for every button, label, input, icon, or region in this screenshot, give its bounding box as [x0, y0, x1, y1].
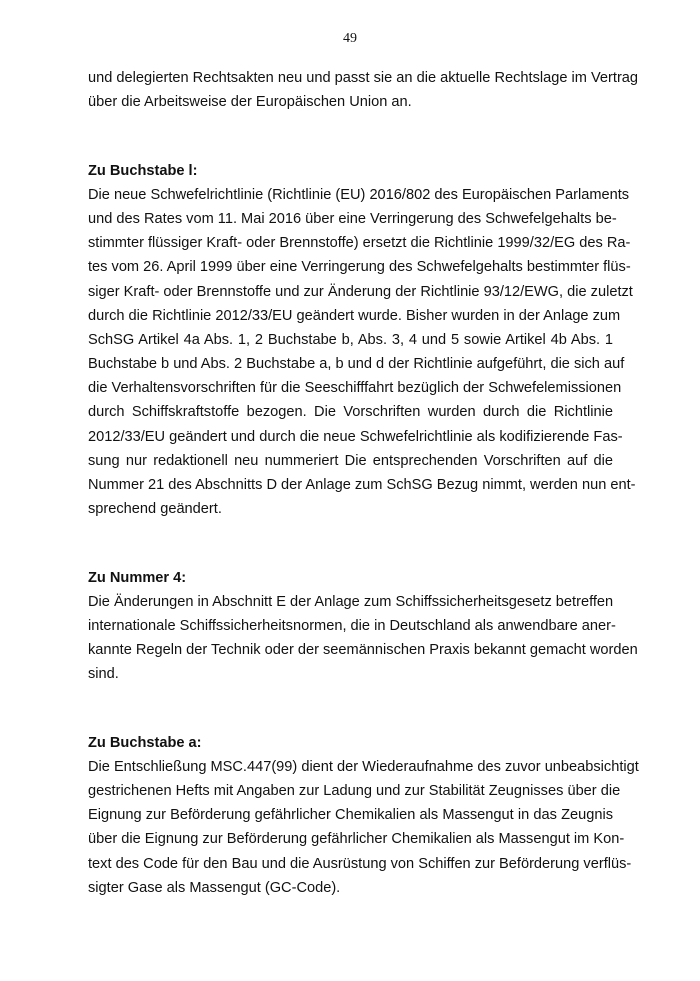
document-body — [88, 66, 639, 900]
section-buchstabe-a — [88, 731, 639, 900]
section-nummer-4 — [88, 566, 638, 687]
section-buchstabe-l — [88, 159, 636, 522]
paragraph-line: gestrichenen Hefts mit Angaben zur Ladung und zur Stabilität Zeugnisses über die — [88, 783, 621, 800]
paragraph-line: tes vom 26. April 1999 über eine Verringerung des Schwefelgehalts bestimmter flüs- — [88, 259, 631, 276]
paragraph-line: Die neue Schwefelrichtlinie (Richtlinie (EU) 2016/802 des Europäischen Parlaments — [88, 186, 630, 203]
paragraph-line: sind. — [88, 666, 119, 683]
section-heading: Zu Buchstabe l: — [88, 162, 198, 179]
paragraph-line: sprechend geändert. — [88, 501, 222, 518]
paragraph-line: durch Schiffskraftstoffe bezogen. Die Vorschriften wurden durch die Richtlinie — [88, 404, 613, 421]
paragraph-line: Die Änderungen in Abschnitt E der Anlage zum Schiffssicherheitsgesetz betreffen — [88, 593, 614, 610]
paragraph-line: durch die Richtlinie 2012/33/EU geändert wurde. Bisher wurden in der Anlage zum — [88, 307, 621, 324]
paragraph-line: über die Eignung zur Beförderung gefährlicher Chemikalien als Massengut im Kon- — [88, 831, 625, 848]
intro-paragraph — [88, 66, 639, 114]
paragraph-line: die Verhaltensvorschriften für die Seeschifffahrt bezüglich der Schwefelemissionen — [88, 380, 622, 397]
page-number: 49 — [343, 31, 357, 46]
paragraph-line: stimmter flüssiger Kraft- oder Brennstoffe) ersetzt die Richtlinie 1999/32/EG des Ra- — [88, 235, 631, 252]
paragraph-line: text des Code für den Bau und die Ausrüstung von Schiffen zur Beförderung verflüs- — [88, 855, 632, 872]
paragraph-line: über die Arbeitsweise der Europäischen Union an. — [88, 94, 412, 111]
paragraph-line: siger Kraft- oder Brennstoffe und zur Änderung der Richtlinie 93/12/EWG, die zuletzt — [88, 283, 633, 300]
paragraph-line: sigter Gase als Massengut (GC-Code). — [88, 879, 341, 896]
section-heading: Zu Nummer 4: — [88, 569, 187, 586]
paragraph-line: Die Entschließung MSC.447(99) dient der Wiederaufnahme des zuvor unbeabsichtigt — [88, 758, 639, 775]
paragraph-line: Eignung zur Beförderung gefährlicher Chemikalien als Massengut in das Zeugnis — [88, 807, 613, 824]
paragraph-line: sung nur redaktionell neu nummeriert Die entsprechenden Vorschriften auf die — [88, 452, 613, 469]
paragraph-line: kannte Regeln der Technik oder der seemännischen Praxis bekannt gemacht worden — [88, 642, 638, 659]
paragraph-line: Nummer 21 des Abschnitts D der Anlage zum SchSG Bezug nimmt, werden nun ent- — [88, 477, 636, 493]
paragraph-line: SchSG Artikel 4a Abs. 1, 2 Buchstabe b, Abs. 3, 4 und 5 sowie Artikel 4b Abs. 1 — [88, 331, 613, 348]
paragraph-line: 2012/33/EU geändert und durch die neue Schwefelrichtlinie als kodifizierende Fas- — [88, 428, 623, 445]
paragraph-line: internationale Schiffssicherheitsnormen, die in Deutschland als anwendbare aner- — [88, 617, 616, 634]
paragraph-line: und des Rates vom 11. Mai 2016 über eine Verringerung des Schwefelgehalts be- — [88, 210, 617, 227]
section-heading: Zu Buchstabe a: — [88, 734, 202, 751]
paragraph-line: und delegierten Rechtsakten neu und passt sie an die aktuelle Rechtslage im Vertrag — [88, 70, 639, 86]
paragraph-line: Buchstabe b und Abs. 2 Buchstabe a, b und d der Richtlinie aufgeführt, die sich auf — [88, 356, 625, 373]
